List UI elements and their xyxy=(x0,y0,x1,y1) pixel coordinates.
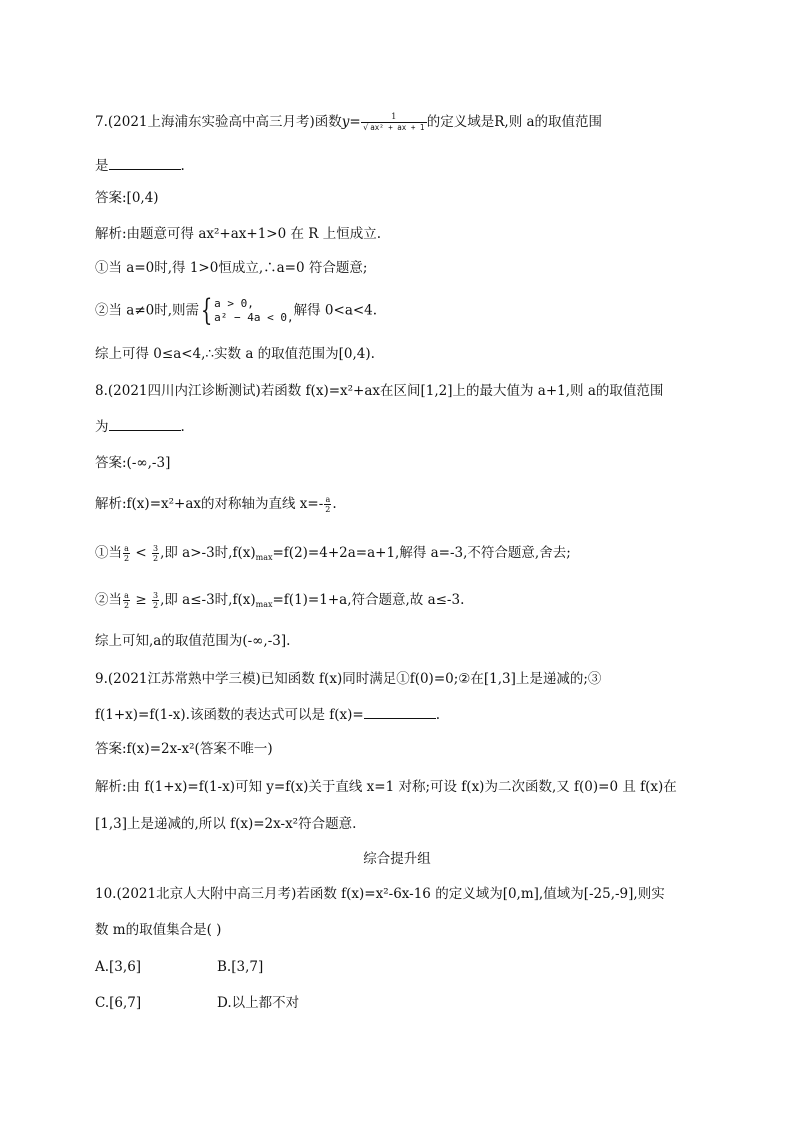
q8-case2-mid: ,即 a≤-3时,f(x) xyxy=(160,592,256,608)
q7-line1 xyxy=(95,112,602,133)
q8-case1-mid: ,即 a>-3时,f(x) xyxy=(160,545,256,561)
q9-line2-end: . xyxy=(435,707,440,723)
q10-options-row1 xyxy=(95,958,263,976)
q7-answer-blank xyxy=(109,157,181,170)
q8-case2-op: ≥ xyxy=(135,592,147,608)
q7-line2-end: . xyxy=(180,158,185,174)
q8-case1-op: < xyxy=(135,545,147,561)
q8-analysis-suffix: . xyxy=(332,496,337,512)
q8-case1-sub: max xyxy=(255,553,273,562)
q7-analysis: 解析:由题意可得 ax²+ax+1>0 在 R 上恒成立. xyxy=(95,226,382,242)
q8-axis-fraction xyxy=(324,495,331,514)
section-title: 综合提升组 xyxy=(363,851,431,867)
q9-analysis-2: [1,3]上是递减的,所以 f(x)=2x-x²符合题意. xyxy=(95,816,357,832)
q7-fraction xyxy=(361,112,427,133)
q8-case1-frac1 xyxy=(123,544,130,563)
q7-prefix: 7.(2021上海浦东实验高中高三月考)函数 xyxy=(95,114,342,130)
q8-case1-frac2-num: 3 xyxy=(153,544,159,553)
q8-answer-blank xyxy=(109,418,181,431)
q7-conclusion: 综上可得 0≤a<4,∴实数 a 的取值范围为[0,4). xyxy=(95,346,375,362)
q7-system xyxy=(214,297,293,325)
q8-answer: 答案:(-∞,-3] xyxy=(95,455,171,471)
q10-option-b: B.[3,7] xyxy=(217,959,264,975)
q8-case1-suffix: =f(2)=4+2a=a+1,解得 a=-3,不符合题意,舍去; xyxy=(272,545,571,561)
q8-case1-frac2 xyxy=(152,544,159,563)
q8-case2-frac1-den: 2 xyxy=(124,601,130,610)
q9-line2-text: f(1+x)=f(1-x).该函数的表达式可以是 f(x)= xyxy=(95,707,364,723)
q9-answer-blank xyxy=(364,706,436,719)
q7-system-row2: a² − 4a < 0, xyxy=(214,311,294,324)
q8-case1 xyxy=(95,544,571,567)
sqrt-icon: √ xyxy=(363,123,369,132)
q7-y-eq: y= xyxy=(341,114,361,130)
q8-case2 xyxy=(95,591,464,614)
q8-conclusion: 综上可知,a的取值范围为(-∞,-3]. xyxy=(95,633,291,649)
q7-system-row1: a > 0, xyxy=(214,297,254,310)
q8-case1-prefix: ①当 xyxy=(95,545,122,561)
q8-case2-frac2-den: 2 xyxy=(153,601,159,610)
q8-case2-frac2 xyxy=(152,591,159,610)
q8-case2-frac1 xyxy=(123,591,130,610)
q7-answer: 答案:[0,4) xyxy=(95,190,159,206)
q8-case2-frac2-num: 3 xyxy=(153,591,159,600)
q9-analysis-1: 解析:由 f(1+x)=f(1-x)可知 y=f(x)关于直线 x=1 对称;可设 f(x)为二次函数,又 f(0)=0 且 f(x)在 xyxy=(95,779,677,795)
q7-frac-den: ax² + ax + 1 xyxy=(370,123,425,132)
q8-axis-frac-den: 2 xyxy=(325,505,331,514)
q10-line2: 数 m的取值集合是( ) xyxy=(95,922,222,938)
q8-analysis-prefix: 解析:f(x)=x²+ax的对称轴为直线 x=- xyxy=(95,496,324,512)
q7-line2-text: 是 xyxy=(95,158,109,174)
q8-case2-prefix: ②当 xyxy=(95,592,122,608)
q10-line1: 10.(2021北京人大附中高三月考)若函数 f(x)=x²-6x-16 的定义域为[0,m],值域为[-25,-9],则实 xyxy=(95,886,665,902)
q8-line2 xyxy=(95,418,185,436)
q8-case1-frac2-den: 2 xyxy=(153,554,159,563)
q10-option-c: C.[6,7] xyxy=(95,995,142,1011)
q7-case1: ①当 a=0时,得 1>0恒成立,∴a=0 符合题意; xyxy=(95,260,368,276)
q7-case2-suffix: 解得 0<a<4. xyxy=(293,302,378,319)
q9-line1: 9.(2021江苏常熟中学三模)已知函数 f(x)同时满足①f(0)=0;②在[1,3]上是递减的;③ xyxy=(95,671,602,687)
q8-axis-frac-num: a xyxy=(325,495,331,504)
q10-option-a: A.[3,6] xyxy=(95,959,142,975)
q7-case2-prefix: ②当 a≠0时,则需 xyxy=(95,302,200,319)
q9-answer: 答案:f(x)=2x-x²(答案不唯一) xyxy=(95,741,273,757)
q10-options-row2 xyxy=(95,994,299,1012)
brace-icon: { xyxy=(200,293,213,328)
q7-case2 xyxy=(95,293,378,328)
q7-frac-num: 1 xyxy=(361,112,427,123)
q8-case2-sub: max xyxy=(255,600,273,609)
q8-case1-frac1-num: a xyxy=(124,544,129,553)
q8-case2-frac1-num: a xyxy=(124,591,129,600)
q7-line2 xyxy=(95,157,185,175)
q8-case1-frac1-den: 2 xyxy=(124,554,130,563)
q8-line2-text: 为 xyxy=(95,419,109,435)
q7-suffix: 的定义域是R,则 a的取值范围 xyxy=(426,114,603,130)
q9-line2 xyxy=(95,706,440,724)
q8-line1: 8.(2021四川内江诊断测试)若函数 f(x)=x²+ax在区间[1,2]上的最大值为 a+1,则 a的取值范围 xyxy=(95,383,664,399)
q8-case2-suffix: =f(1)=1+a,符合题意,故 a≤-3. xyxy=(272,592,465,608)
q8-analysis xyxy=(95,495,337,514)
q8-line2-end: . xyxy=(180,419,185,435)
q10-option-d: D.以上都不对 xyxy=(217,995,300,1011)
